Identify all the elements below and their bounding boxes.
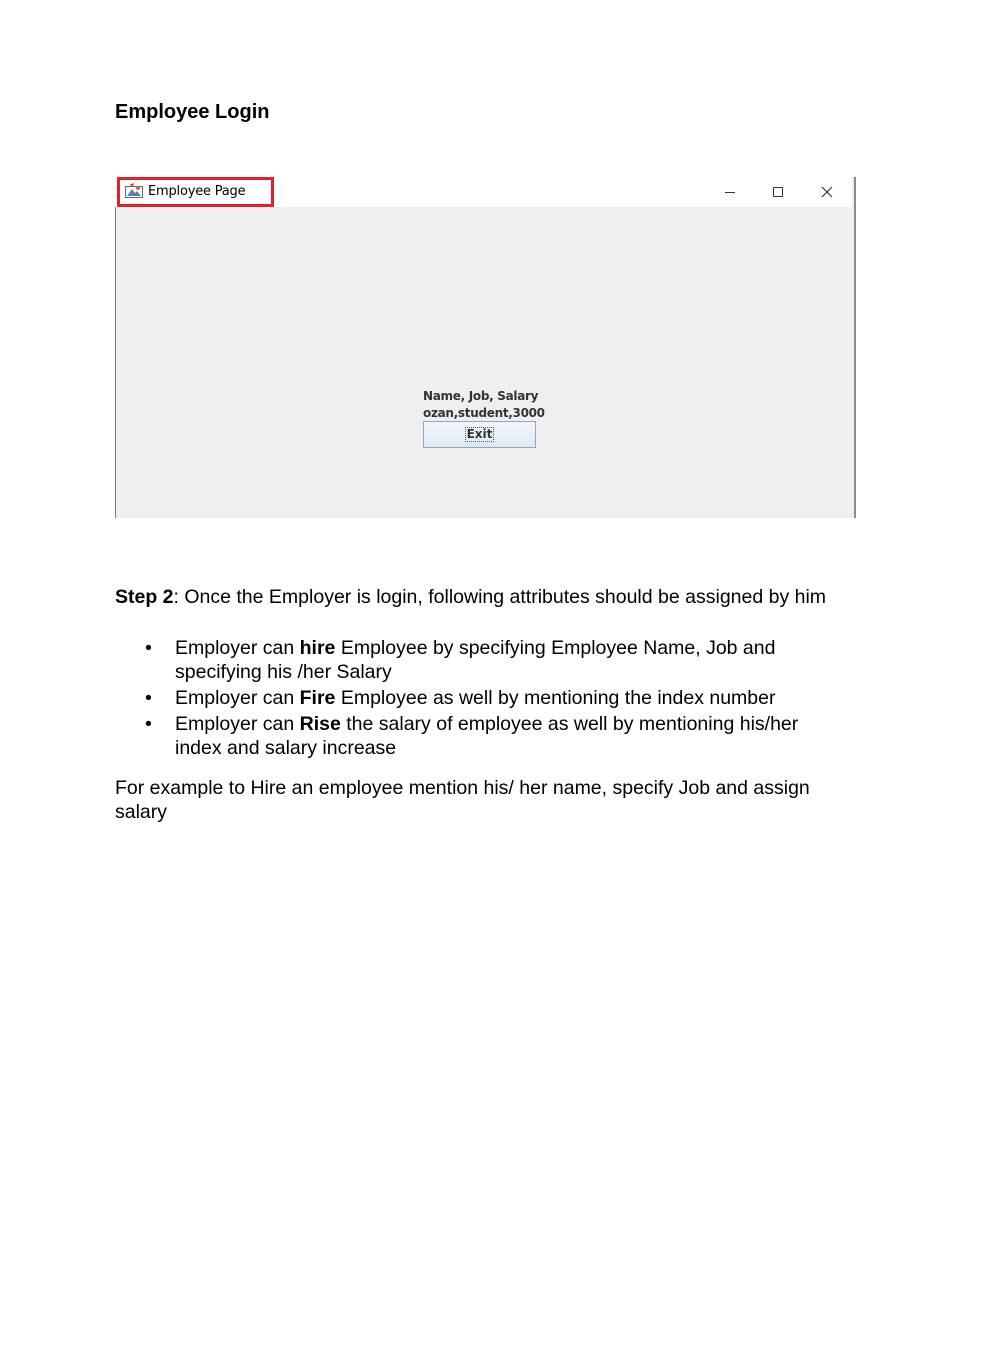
maximize-button[interactable] xyxy=(763,181,793,203)
example-paragraph: For example to Hire an employee mention his/ her name, specify Job and assign salary xyxy=(115,777,810,823)
list-item-text: Employee as well by mentioning the index number xyxy=(335,687,776,709)
list-item-text: Employer can xyxy=(175,637,300,659)
bullet-icon: • xyxy=(145,713,152,735)
list-item-keyword: Fire xyxy=(299,687,336,709)
bullet-icon: • xyxy=(145,687,152,709)
title-highlight-box xyxy=(117,177,274,207)
window-title: Employee Page xyxy=(148,184,246,199)
maximize-icon xyxy=(772,186,784,198)
attribute-list xyxy=(115,636,835,762)
list-item-keyword: hire xyxy=(299,637,336,659)
list-item xyxy=(115,686,835,710)
step-text: : Once the Employer is login, following attributes should be assigned by him xyxy=(173,586,827,608)
list-item-text: Employee by specifying Employee Name, Job and specifying his /her Salary xyxy=(175,637,776,683)
employee-page-window xyxy=(115,177,856,518)
list-item-keyword: Rise xyxy=(299,713,341,735)
list-item-text: the salary of employee as well by mentioning his/her index and salary increase xyxy=(175,713,799,759)
list-item-text: Employer can xyxy=(175,687,300,709)
window-right-border xyxy=(854,177,856,518)
window-left-border xyxy=(115,207,116,518)
step-paragraph xyxy=(115,586,826,609)
list-item xyxy=(115,636,835,684)
close-button[interactable] xyxy=(812,181,842,203)
list-item-text: Employer can xyxy=(175,713,300,735)
employee-record: ozan,student,3000 xyxy=(423,406,545,420)
page-heading: Employee Login xyxy=(115,101,270,123)
bullet-icon: • xyxy=(145,637,152,659)
step-label: Step 2 xyxy=(115,586,174,608)
columns-label: Name, Job, Salary xyxy=(423,389,539,403)
minimize-icon xyxy=(724,186,736,198)
exit-button-label: Exit xyxy=(466,427,493,441)
minimize-button[interactable] xyxy=(715,181,745,203)
close-icon xyxy=(821,186,833,198)
window-titlebar[interactable] xyxy=(115,177,852,207)
exit-button[interactable] xyxy=(423,421,536,448)
list-item xyxy=(115,712,835,760)
